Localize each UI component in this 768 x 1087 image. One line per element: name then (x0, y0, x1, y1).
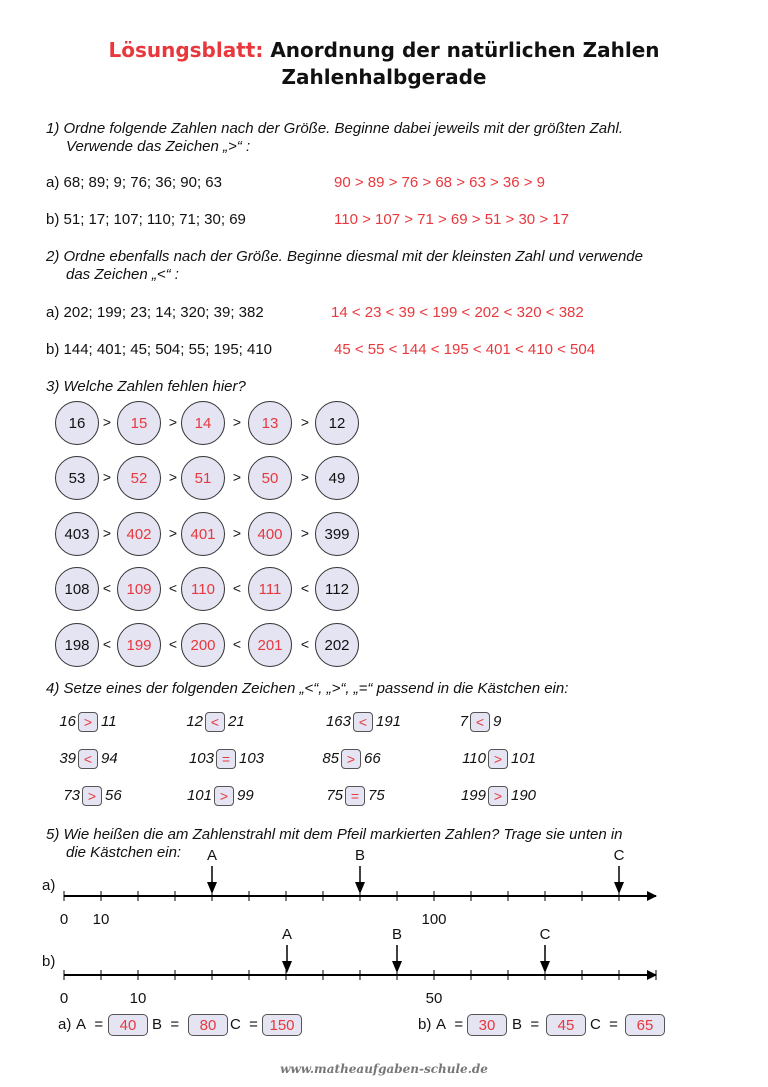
compare-right-value: 56 (105, 787, 122, 804)
compare-right-value: 101 (511, 750, 537, 767)
given-circle: 49 (315, 456, 359, 500)
compare-left-value: 12 (186, 713, 203, 730)
marker-arrow-head (355, 882, 365, 894)
task1-b-answer: 110 > 107 > 71 > 69 > 51 > 30 > 17 (334, 211, 569, 228)
comparison-symbol: < (300, 580, 310, 596)
task5-prompt-line1: 5) Wie heißen die am Zahlenstrahl mit dem Pfeil markierten Zahlen? Trage sie unten in (46, 826, 623, 843)
compare-answer-box[interactable]: < (78, 749, 98, 769)
given-circle: 108 (55, 567, 99, 611)
comparison-symbol: > (232, 414, 242, 430)
compare-answer-box[interactable]: > (78, 712, 98, 732)
given-circle: 202 (315, 623, 359, 667)
comparison-symbol: > (102, 469, 112, 485)
compare-right-value: 94 (101, 750, 118, 767)
tick-label: 0 (59, 911, 69, 928)
compare-left-value: 73 (63, 787, 80, 804)
task4-prompt: 4) Setze eines der folgenden Zeichen „<“, „>“, „=“ passend in die Kästchen ein: (46, 680, 569, 697)
answer-circle[interactable]: 51 (181, 456, 225, 500)
answer-circle[interactable]: 401 (181, 512, 225, 556)
answers-a-C-letter: C = (230, 1016, 258, 1033)
answer-a-B-box[interactable]: 80 (188, 1014, 228, 1036)
marker-label: A (281, 926, 293, 943)
task1-b-question: b) 51; 17; 107; 110; 71; 30; 69 (46, 211, 246, 228)
line-a-label: a) (42, 877, 56, 894)
compare-answer-box[interactable]: > (214, 786, 234, 806)
compare-answer-box[interactable]: = (345, 786, 365, 806)
compare-left-value: 7 (459, 713, 468, 730)
answer-circle[interactable]: 109 (117, 567, 161, 611)
task1-a-answer: 90 > 89 > 76 > 68 > 63 > 36 > 9 (334, 174, 546, 191)
comparison-symbol: < (168, 580, 178, 596)
task1-prompt-line2: Verwende das Zeichen „>“ : (66, 138, 251, 155)
compare-left-value: 101 (186, 787, 212, 804)
tick-label: 100 (421, 911, 447, 928)
marker-label: C (539, 926, 551, 943)
answer-circle[interactable]: 402 (117, 512, 161, 556)
given-circle: 403 (55, 512, 99, 556)
marker-label: B (354, 847, 366, 864)
compare-answer-box[interactable]: < (353, 712, 373, 732)
compare-answer-box[interactable]: < (470, 712, 490, 732)
answer-circle[interactable]: 201 (248, 623, 292, 667)
compare-right-value: 9 (493, 713, 502, 730)
marker-arrow-head (282, 961, 292, 973)
compare-right-value: 75 (368, 787, 385, 804)
compare-left-value: 110 (462, 750, 486, 767)
task3-prompt: 3) Welche Zahlen fehlen hier? (46, 378, 246, 395)
compare-answer-box[interactable]: > (341, 749, 361, 769)
marker-arrow-head (540, 961, 550, 973)
compare-left-value: 163 (325, 713, 351, 730)
comparison-symbol: > (232, 469, 242, 485)
answers-b-C-letter: C = (590, 1016, 618, 1033)
task2-prompt-line2: das Zeichen „<“ : (66, 266, 179, 283)
answer-circle[interactable]: 111 (248, 567, 292, 611)
answer-a-C-box[interactable]: 150 (262, 1014, 302, 1036)
answers-b-B-letter: B = (512, 1016, 540, 1033)
title-text: Anordnung der natürlichen Zahlen (270, 38, 660, 62)
compare-left-value: 16 (59, 713, 76, 730)
comparison-symbol: > (168, 469, 178, 485)
marker-arrow-head (207, 882, 217, 894)
answer-b-A-box[interactable]: 30 (467, 1014, 507, 1036)
compare-right-value: 11 (101, 713, 117, 730)
answer-circle[interactable]: 14 (181, 401, 225, 445)
tick-label: 50 (425, 990, 443, 1007)
compare-left-value: 85 (322, 750, 339, 767)
answer-circle[interactable]: 50 (248, 456, 292, 500)
answer-b-C-box[interactable]: 65 (625, 1014, 665, 1036)
answers-b-label: b) (418, 1016, 432, 1033)
answer-circle[interactable]: 200 (181, 623, 225, 667)
task2-prompt-line1: 2) Ordne ebenfalls nach der Größe. Beginne diesmal mit der kleinsten Zahl und verwende (46, 248, 643, 265)
given-circle: 53 (55, 456, 99, 500)
compare-right-value: 191 (376, 713, 402, 730)
comparison-symbol: > (300, 469, 310, 485)
comparison-symbol: < (232, 636, 242, 652)
compare-left-value: 39 (59, 750, 76, 767)
comparison-symbol: < (232, 580, 242, 596)
comparison-symbol: > (102, 525, 112, 541)
compare-answer-box[interactable]: < (205, 712, 225, 732)
comparison-symbol: > (300, 525, 310, 541)
answer-circle[interactable]: 199 (117, 623, 161, 667)
task2-a-answer: 14 < 23 < 39 < 199 < 202 < 320 < 382 (331, 304, 584, 321)
compare-left-value: 103 (188, 750, 214, 767)
comparison-symbol: > (102, 414, 112, 430)
compare-right-value: 66 (364, 750, 381, 767)
page-subtitle: Zahlenhalbgerade (281, 65, 487, 89)
line-b-label: b) (42, 953, 56, 970)
task2-b-question: b) 144; 401; 45; 504; 55; 195; 410 (46, 341, 273, 358)
tick-label: 10 (92, 911, 110, 928)
comparison-symbol: > (232, 525, 242, 541)
answer-circle[interactable]: 52 (117, 456, 161, 500)
compare-left-value: 75 (326, 787, 343, 804)
compare-answer-box[interactable]: > (488, 749, 508, 769)
compare-right-value: 190 (511, 787, 537, 804)
answers-a-A-letter: A = (76, 1016, 104, 1033)
given-circle: 16 (55, 401, 99, 445)
comparison-symbol: < (102, 636, 112, 652)
task5-prompt-line2: die Kästchen ein: (66, 844, 182, 861)
comparison-symbol: < (102, 580, 112, 596)
comparison-symbol: < (300, 636, 310, 652)
marker-arrow-head (614, 882, 624, 894)
answers-a-B-letter: B = (152, 1016, 180, 1033)
given-circle: 12 (315, 401, 359, 445)
number-line-a (60, 847, 656, 928)
answer-circle[interactable]: 400 (248, 512, 292, 556)
marker-arrow-head (392, 961, 402, 973)
compare-right-value: 103 (239, 750, 265, 767)
comparison-symbol: > (168, 525, 178, 541)
number-line-b (60, 926, 656, 1007)
marker-label: C (613, 847, 625, 864)
given-circle: 112 (315, 567, 359, 611)
compare-answer-box[interactable]: = (216, 749, 236, 769)
answer-circle[interactable]: 15 (117, 401, 161, 445)
task1-a-question: a) 68; 89; 9; 76; 36; 90; 63 (46, 174, 222, 191)
answer-b-B-box[interactable]: 45 (546, 1014, 586, 1036)
answer-circle[interactable]: 110 (181, 567, 225, 611)
task2-a-question: a) 202; 199; 23; 14; 320; 39; 382 (46, 304, 264, 321)
comparison-symbol: < (168, 636, 178, 652)
footer-url: www.matheaufgaben-schule.de (280, 1062, 488, 1076)
compare-answer-box[interactable]: > (82, 786, 102, 806)
marker-label: A (206, 847, 218, 864)
answer-circle[interactable]: 13 (248, 401, 292, 445)
given-circle: 399 (315, 512, 359, 556)
compare-left-value: 199 (460, 787, 486, 804)
task1-prompt-line1: 1) Ordne folgende Zahlen nach der Größe. Beginne dabei jeweils mit der größten Zahl. (46, 120, 623, 137)
task2-b-answer: 45 < 55 < 144 < 195 < 401 < 410 < 504 (334, 341, 596, 358)
compare-right-value: 99 (237, 787, 254, 804)
tick-label: 10 (129, 990, 147, 1007)
comparison-symbol: > (300, 414, 310, 430)
given-circle: 198 (55, 623, 99, 667)
compare-answer-box[interactable]: > (488, 786, 508, 806)
tick-label: 0 (59, 990, 69, 1007)
compare-right-value: 21 (228, 713, 245, 730)
marker-label: B (391, 926, 403, 943)
answers-a-label: a) (58, 1016, 72, 1033)
answers-b-A-letter: A = (436, 1016, 464, 1033)
answer-a-A-box[interactable]: 40 (108, 1014, 148, 1036)
title-prefix: Lösungsblatt: (108, 38, 264, 62)
comparison-symbol: > (168, 414, 178, 430)
